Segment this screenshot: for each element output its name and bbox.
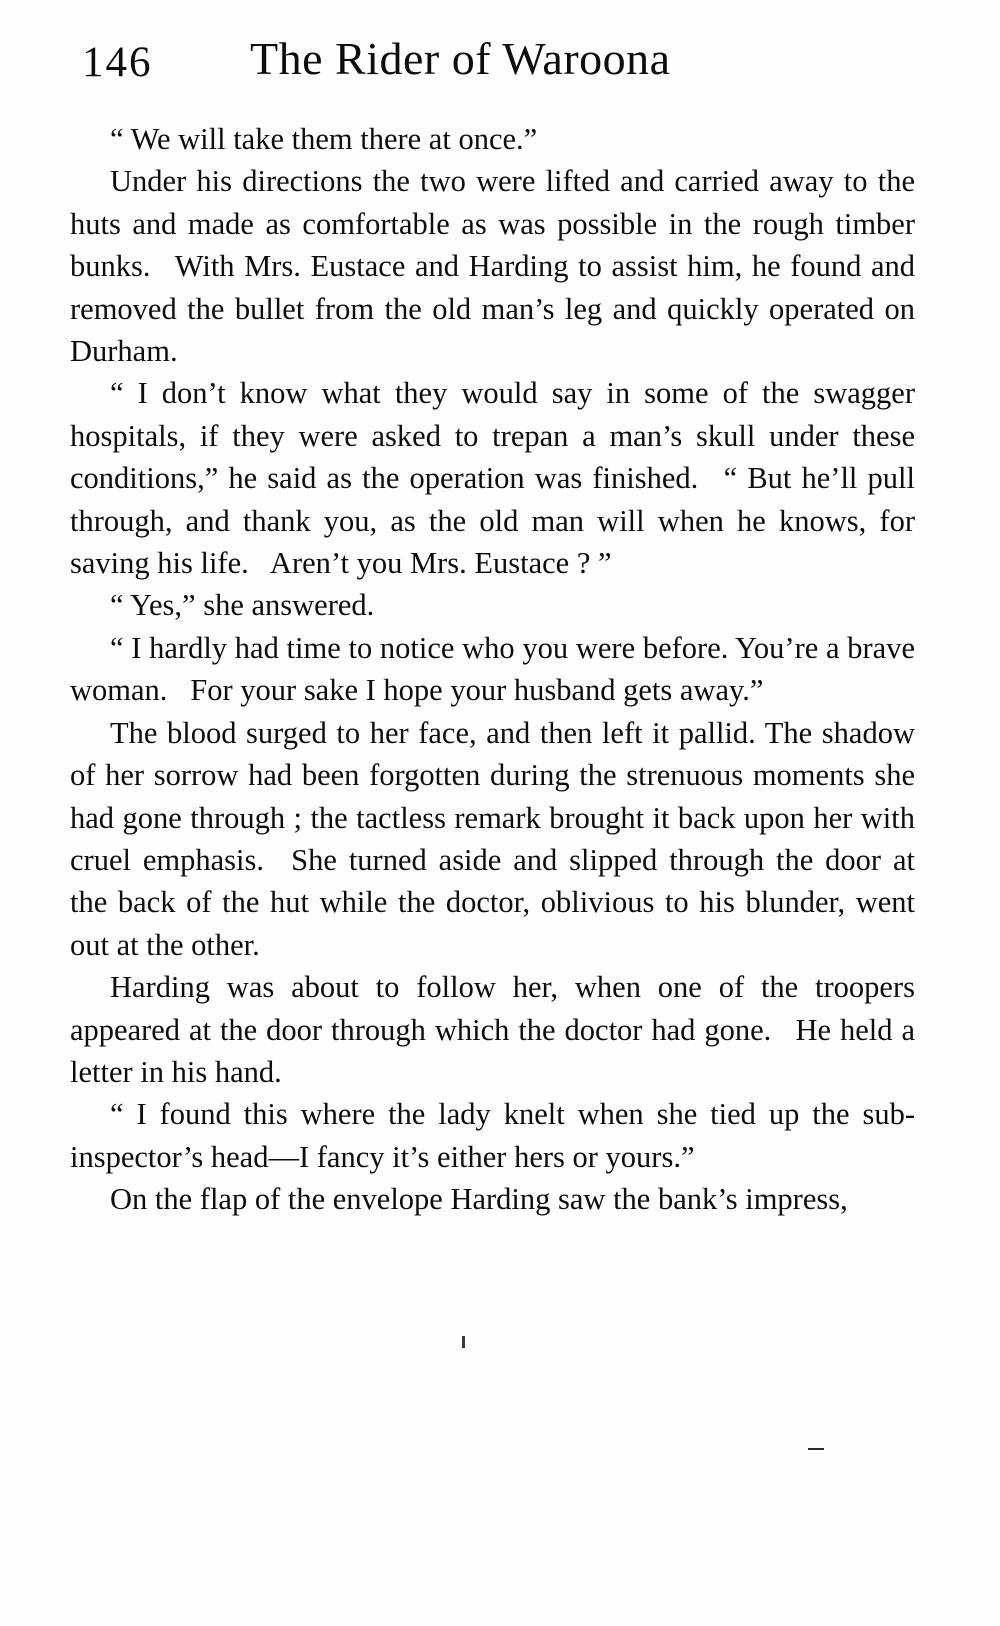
paragraph: “ Yes,” she answered. <box>110 588 375 623</box>
ink-mark <box>808 1448 824 1450</box>
paragraph: “ I hardly had time to notice who you were before. You’re a brave woman. For your sake I hope your husband gets away.” <box>70 630 915 708</box>
paragraph: Under his directions the two were lifted and carried away to the huts and made as comfortable as was possible in the rough timber bunks. With Mrs. Eustace and Harding to assist him, he found and removed the bullet from the old man’s leg and quickly operated on Durham. <box>70 164 915 369</box>
paragraph: “ I found this where the lady knelt when she tied up the sub-inspector’s head—I fancy it’s either hers or yours.” <box>70 1097 915 1174</box>
paragraph: “ We will take them there at once.” <box>110 122 538 156</box>
page-number: 146 <box>82 39 153 86</box>
paragraph: The blood surged to her face, and then left it pallid. The shadow of her sorrow had been forgotten during the strenuous moments she had gone through ; the tactless remark brought it back upon her with cruel emphasis. She turned aside and slipped through the door at the back of the hut while the doctor, oblivious to his blunder, went out at the other. <box>70 715 915 962</box>
page-header <box>70 32 930 102</box>
paragraph: On the flap of the envelope Harding saw the bank’s impress, <box>110 1182 848 1217</box>
ink-speck <box>462 1336 465 1348</box>
paragraph: “ I don’t know what they would say in some of the swagger hospitals, if they were asked to trepan a man’s skull under these conditions,” he said as the operation was finished. “ But he’ll pull through, and thank you, as the old man will when he knows, for saving his life. Aren’t you Mrs. Eustace ? ” <box>70 376 915 581</box>
paragraph: Harding was about to follow her, when one of the troopers appeared at the door through which the doctor had gone. He held a letter in his hand. <box>70 970 915 1089</box>
body-text <box>70 118 915 1221</box>
running-title: The Rider of Waroona <box>250 33 671 84</box>
